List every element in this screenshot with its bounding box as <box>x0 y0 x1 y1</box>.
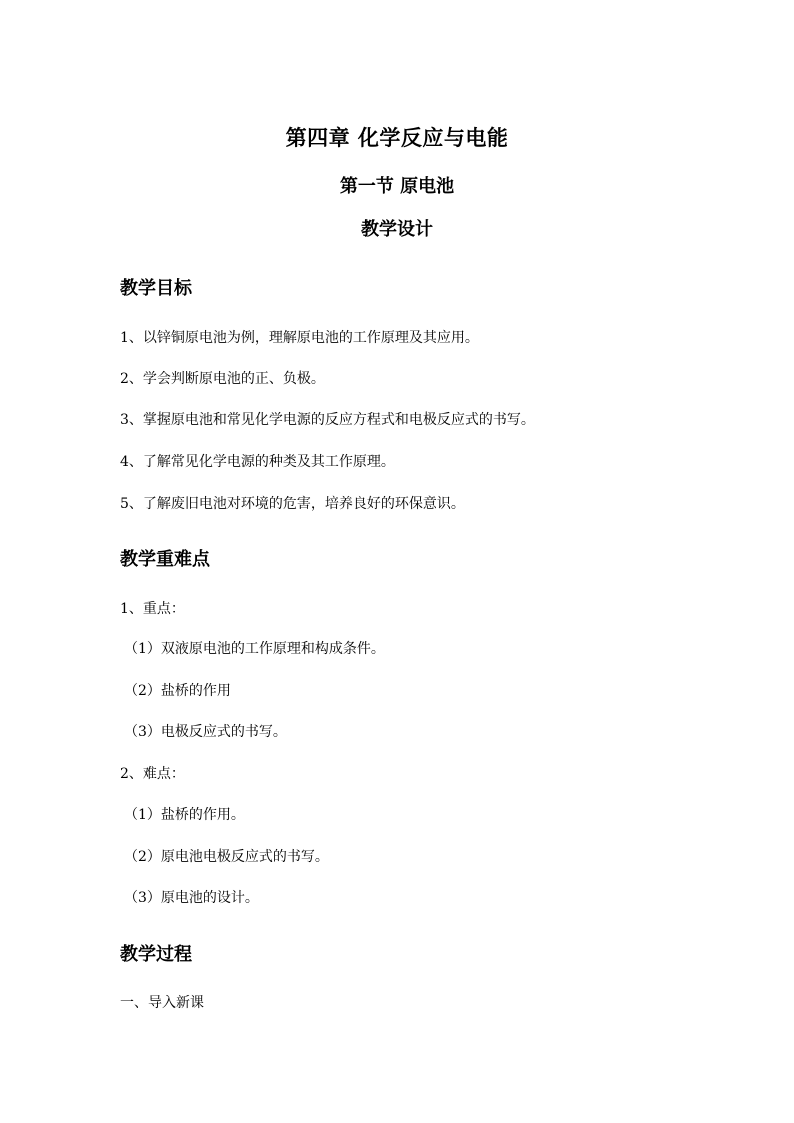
important-label: 1、重点： <box>120 601 185 617</box>
important-item: （1）双液原电池的工作原理和构成条件。 <box>124 641 385 657</box>
key-points-heading: 教学重难点 <box>120 549 210 570</box>
difficult-item: （2）原电池电极反应式的书写。 <box>124 849 329 865</box>
difficult-item: （1）盐桥的作用。 <box>124 807 245 823</box>
objective-item: 3、掌握原电池和常见化学电源的反应方程式和电极反应式的书写。 <box>120 412 535 428</box>
process-step: 一、导入新课 <box>120 995 204 1011</box>
difficult-label: 2、难点： <box>120 766 185 782</box>
design-title: 教学设计 <box>361 219 433 240</box>
objective-item: 2、学会判断原电池的正、负极。 <box>120 371 325 387</box>
chapter-title: 第四章 化学反应与电能 <box>285 125 509 150</box>
objectives-heading: 教学目标 <box>120 278 192 299</box>
objective-item: 1、以锌铜原电池为例，理解原电池的工作原理及其应用。 <box>120 330 479 346</box>
process-heading: 教学过程 <box>120 944 192 965</box>
objective-item: 4、了解常见化学电源的种类及其工作原理。 <box>120 454 395 470</box>
section-title: 第一节 原电池 <box>339 176 455 197</box>
important-item: （3）电极反应式的书写。 <box>124 724 287 740</box>
difficult-item: （3）原电池的设计。 <box>124 890 259 906</box>
important-item: （2）盐桥的作用 <box>124 683 231 699</box>
objective-item: 5、了解废旧电池对环境的危害，培养良好的环保意识。 <box>120 496 465 512</box>
